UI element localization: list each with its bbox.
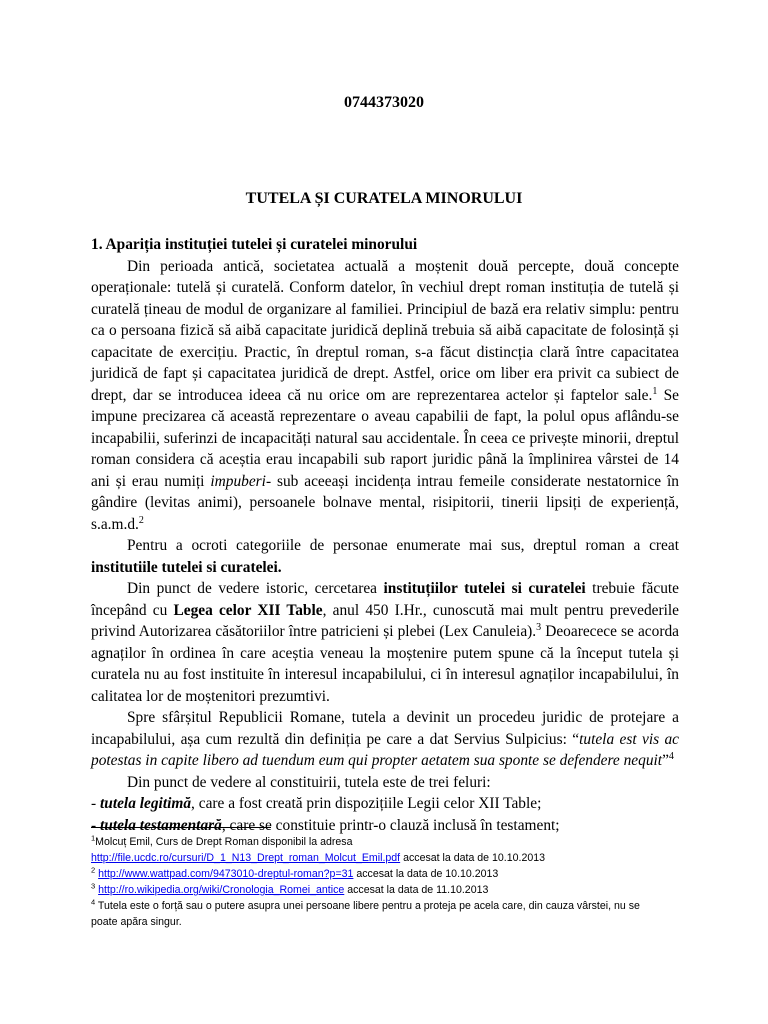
footnote-number: 2 xyxy=(91,865,96,875)
footnote-number: 1 xyxy=(91,833,96,843)
list-item-2 xyxy=(91,815,679,837)
list-item-1 xyxy=(91,793,679,815)
footnote-1-source: Molcuț Emil, Curs de Drept Roman disponibil la adresa xyxy=(95,836,353,848)
footnote-2 xyxy=(91,866,651,882)
list-dash: - xyxy=(91,795,100,812)
paragraph-3-text-b: trebuie făcute începând cu xyxy=(91,580,679,619)
footnotes xyxy=(91,834,651,930)
footnote-number: 4 xyxy=(91,897,96,907)
footnote-1-link[interactable]: http://file.ucdc.ro/cursuri/D_1_N13_Drept_roman_Molcut_Emil.pdf xyxy=(91,852,401,864)
paragraph-4-text-b: ” xyxy=(662,752,669,769)
paragraph-3-bold-1: instituțiilor tutelei si curatelei xyxy=(383,580,586,597)
paragraph-2-text: Pentru a ocroti categoriile de personae enumerate mai sus, dreptul roman a creat xyxy=(127,537,679,554)
footnote-number: 3 xyxy=(91,881,96,891)
term-impuberi: impuberi xyxy=(210,472,266,490)
paragraph-3-text-a: Din punct de vedere istoric, cercetarea xyxy=(127,580,384,597)
paragraph-2 xyxy=(91,535,679,578)
footnote-1-accessed: accesat la data de 10.10.2013 xyxy=(400,852,546,864)
paragraph-1-text-a: Din perioada antică, societatea actuală a moștenit două percepte, două concepte operaționale: tutelă și curatelă. Conform datelor, în vechiul drept roman instituția de tutelă și curatelă țineau de modul de organizare al familiei. Principiul de bază era relativ simplu: pentru ca o persoana fizică să aibă capacitate juridică deplină trebuia să aibă capacitate de folosință și capacitate de exercițiu. Practic, în dreptul roman, s-a făcut distincția clară între capacitatea juridică de fapt și capacitatea juridică de drept. Astfel, orice om liber era privit ca subiect de drept, dar se introducea ideea că nu orice om are reprezentarea actelor și faptelor sale. xyxy=(91,257,679,404)
footnote-3-link[interactable]: http://ro.wikipedia.org/wiki/Cronologia_Romei_antice xyxy=(98,884,345,896)
footnote-ref-3: 3 xyxy=(536,621,542,633)
footnote-3-accessed: accesat la data de 11.10.2013 xyxy=(344,884,489,896)
footnote-separator xyxy=(91,827,271,828)
phone-number: 0744373020 xyxy=(344,94,424,111)
document-title: TUTELA ȘI CURATELA MINORULUI xyxy=(245,190,523,207)
latin-quote: tutela est vis ac potestas in capite libero ad tuendum eum qui propter aetatem sua sponte se defendere nequit xyxy=(91,730,680,769)
paragraph-1 xyxy=(91,256,679,536)
footnote-ref-1: 1 xyxy=(652,385,658,397)
footnote-ref-2: 2 xyxy=(138,514,144,526)
paragraph-1-text-c: - sub aceeași incidența intrau femeile considerate nestatornice în gândire (levitas animi), persoanele bolnave mental, risipitorii, tinerii lipsiți de experiență, s.a.m.d. xyxy=(91,472,679,533)
list-text: , care se constituie printr-o clauză inclusă în testament; xyxy=(221,816,560,834)
footnote-4 xyxy=(91,898,651,930)
paragraph-2-bold: institutiile tutelei si curatelei. xyxy=(91,558,282,576)
footnote-2-accessed: accesat la data de 10.10.2013 xyxy=(353,868,499,880)
list-text: , care a fost creată prin dispozițiile Legii celor XII Table; xyxy=(191,795,542,812)
section-heading: 1. Apariția instituției tutelei și curatelei minorului xyxy=(91,236,418,253)
paragraph-1-text-b: Se impune precizarea că această reprezentare o aveau capabilii de fapt, la polul opus aflându-se incapabilii, suferinzi de incapacități natural sau accidentale. În ceea ce privește minorii, dreptul roman considera că aceștia erau incapabili sub raport juridic până la împlinirea vârstei de 14 ani și erau numiți xyxy=(91,386,679,490)
paragraph-3-text-d: Deoarecece se acorda agnaților în ordinea în care aceștia veneau la moștenire putem spune că la început tutela și curatela nu au fost instituite în interesul incapabilului, ci în interesul agnaților incapabilului, în calitatea lor de moștenitori prezumtivi. xyxy=(91,623,679,705)
paragraph-3-text-c: , anul 450 I.Hr., cunoscută mai mult pentru prevederile privind Autorizarea căsătoriilor între patricieni și plebei (Lex Canuleia). xyxy=(91,601,680,640)
footnote-1 xyxy=(91,834,651,866)
paragraph-4-text-a: Spre sfârșitul Republicii Romane, tutela a devinit un procedeu juridic de protejare a incapabilului, așa cum rezultă din definiția pe care a dat Servius Sulpicius: “ xyxy=(91,709,679,748)
footnote-ref-4: 4 xyxy=(668,750,674,762)
paragraph-3-bold-2: Legea celor XII Table xyxy=(173,601,323,619)
footnote-4-text: Tutela este o forță sau o putere asupra unei persoane libere pentru a proteja pe acela care, din cauza vârstei, nu se poate apăra singur. xyxy=(91,900,640,928)
list-term: tutela testamentară xyxy=(99,816,222,834)
footnote-2-link[interactable]: http://www.wattpad.com/9473010-dreptul-roman?p=31 xyxy=(98,868,354,880)
paragraph-4 xyxy=(91,707,679,772)
list-dash: - xyxy=(91,816,100,834)
footnote-3 xyxy=(91,882,651,898)
paragraph-5: Din punct de vedere al constituirii, tutela este de trei feluri: xyxy=(127,773,491,791)
document-body xyxy=(91,234,679,836)
list-term: tutela legitimă xyxy=(99,795,192,812)
paragraph-3 xyxy=(91,578,679,707)
